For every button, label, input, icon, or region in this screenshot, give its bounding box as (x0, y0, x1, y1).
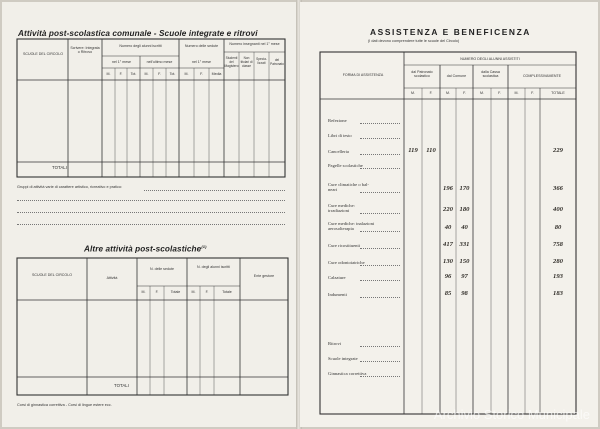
row-value: 97 (461, 273, 468, 280)
right-page (300, 2, 598, 427)
row-value: 220 (443, 206, 453, 213)
row-value: 110 (426, 147, 436, 154)
t2-m1: M. (141, 290, 146, 294)
t2-attivita-header: Attività (106, 276, 118, 280)
row-value: 119 (408, 147, 418, 154)
t1-non-titolari-header: Non titolari di classe (240, 56, 253, 68)
row-value: 280 (553, 258, 563, 265)
t1-insegnanti-header: Numero insegnanti nel 1° mese (229, 42, 280, 46)
t2-sedute-header: N. delle sedute (150, 267, 174, 271)
col-f-cassa: F. (498, 91, 501, 95)
row-leader-dots (360, 297, 400, 298)
left-page (2, 2, 298, 427)
t1-numero-alunni-header: Numero degli alunni iscritti (119, 44, 162, 48)
row-label: Ritrovi (328, 341, 342, 346)
t1-scrivere-header: Scrivere: Integrata o Ritrovo (70, 46, 100, 55)
row-label: Cure mediche: inalazioni aerosolterapia (328, 221, 375, 232)
t1-media: Media (211, 72, 222, 76)
dal-comune-header: dal Comune (446, 74, 467, 78)
row-value: 400 (553, 206, 563, 213)
col-m-compl: M. (514, 91, 519, 95)
row-value: 758 (553, 241, 563, 248)
t1-nel-primo-mese: nel 1° mese (111, 60, 132, 64)
t1-studenti-header: Studenti del Magistero (224, 56, 239, 68)
row-value: 183 (553, 290, 563, 297)
row-value: 40 (444, 224, 452, 231)
t1-patronato-header: del Patronato (270, 58, 284, 66)
row-label: Scuole integrate (328, 356, 358, 361)
table2-grid (2, 2, 298, 427)
row-label: Indumenti (328, 292, 347, 297)
row-leader-dots (360, 154, 400, 155)
row-value: 331 (459, 241, 470, 248)
t1-scuole-header: SCUOLE DEL CIRCOLO (22, 52, 63, 56)
row-value: 417 (443, 241, 453, 248)
row-label: Cure odontoiatriche (328, 260, 365, 265)
col-f-patronato: F. (429, 91, 433, 95)
t1-f3: F. (200, 72, 203, 76)
archive-watermark: Archivio Storico Municipale (433, 407, 590, 422)
numero-alunni-header: NUMERO DEGLI ALUNNI ASSISTITI (460, 57, 520, 61)
row-leader-dots (360, 192, 400, 193)
t1-tot1: Tot. (130, 72, 137, 76)
t2-ente-header: Ente gestore (253, 274, 275, 278)
row-value: 85 (444, 290, 452, 297)
t1-m2: M. (144, 72, 149, 76)
row-value: 193 (553, 273, 563, 280)
row-value: 180 (459, 206, 470, 213)
t2-totale1: Totale (170, 290, 181, 294)
t2-f2: F. (205, 290, 209, 294)
t2-totali: TOTALI (114, 383, 129, 388)
row-label: Pagelle scolastiche (328, 163, 363, 168)
row-value: 150 (459, 258, 470, 265)
row-leader-dots (360, 361, 400, 362)
t1-tot2: Tot. (169, 72, 176, 76)
row-leader-dots (360, 346, 400, 347)
row-label: Cure ricostituenti (328, 243, 361, 248)
row-label: Ginnastica correttiva (328, 371, 367, 376)
forma-header: FORMA DI ASSISTENZA (342, 73, 384, 77)
row-leader-dots (360, 123, 400, 124)
row-leader-dots (360, 231, 400, 232)
row-value: 366 (553, 185, 563, 192)
row-leader-dots (360, 168, 400, 169)
table1-title: Attività post-scolastica comunale - Scuole integrate e ritrovi (18, 29, 258, 38)
t1-f2: F. (158, 72, 161, 76)
col-totale: TOTALE (551, 91, 565, 95)
col-m-cassa: M. (480, 91, 484, 95)
row-value: 130 (443, 258, 453, 265)
dalla-cassa-header: dalla Cassa scolastica (481, 70, 500, 79)
row-label: Cancelleria (328, 149, 349, 154)
complessivamente-header: COMPLESSIVAMENTE (522, 74, 562, 78)
t2-alunni-header: N. degli alunni iscritti (197, 265, 230, 269)
row-leader-dots (360, 248, 400, 249)
t1-totali: TOTALI (52, 165, 67, 170)
row-label: Libri di testo (328, 133, 352, 138)
col-m-patronato: M. (411, 91, 415, 95)
assistenza-grid (300, 2, 598, 427)
t2-f1: F. (155, 290, 159, 294)
assistenza-title: ASSISTENZA E BENEFICENZA (370, 27, 531, 37)
t1-m3: M. (184, 72, 189, 76)
row-value: 80 (554, 224, 562, 231)
gruppi-text: Gruppi di attività varie di carattere artistico, ricreativo e pratico: (17, 185, 123, 189)
col-f-compl: F. (531, 91, 534, 95)
t2-m2: M. (191, 290, 196, 294)
row-value: 170 (459, 185, 470, 192)
row-leader-dots (360, 213, 400, 214)
assistenza-subtitle: (I dati devono comprendere tutte le scuole del Circolo) (368, 39, 460, 43)
t1-sedute-primo-mese: nel 1° mese (191, 60, 212, 64)
row-value: 229 (553, 147, 563, 154)
row-label: Calzature (328, 275, 346, 280)
row-label: Cure mediche: irradiazioni (328, 203, 355, 214)
row-leader-dots (360, 265, 400, 266)
row-value: 40 (461, 224, 468, 231)
t1-ultimo-mese: nell'ultimo mese (146, 60, 173, 64)
t2-scuole-header: SCUOLE DEL CIRCOLO (31, 273, 72, 277)
table2-title: Altre attività post-scolastiche$^{(1)}$ (84, 244, 207, 254)
row-leader-dots (360, 138, 400, 139)
row-value: 96 (444, 273, 452, 280)
t1-sedute-header: Numero delle sedute (184, 44, 219, 48)
dal-patronato-header: dal Patronato scolastico (411, 70, 433, 79)
row-value: 98 (461, 290, 468, 297)
t1-f1: F. (119, 72, 123, 76)
t1-specializzati-header: Specia-lizzati (256, 57, 267, 65)
footnote: Corsi di ginnastica correttiva - Corsi di lingue estere ecc. (17, 403, 112, 407)
row-leader-dots (360, 280, 400, 281)
t1-m1: M. (106, 72, 111, 76)
row-label: Refezione (328, 118, 347, 123)
row-label: Cure climatiche o bal- neari (328, 182, 369, 193)
row-value: 196 (443, 185, 453, 192)
row-leader-dots (360, 376, 400, 377)
col-f-comune: F. (463, 91, 466, 95)
t2-totale2: Totale (222, 290, 232, 294)
col-m-comune: M. (446, 91, 450, 95)
